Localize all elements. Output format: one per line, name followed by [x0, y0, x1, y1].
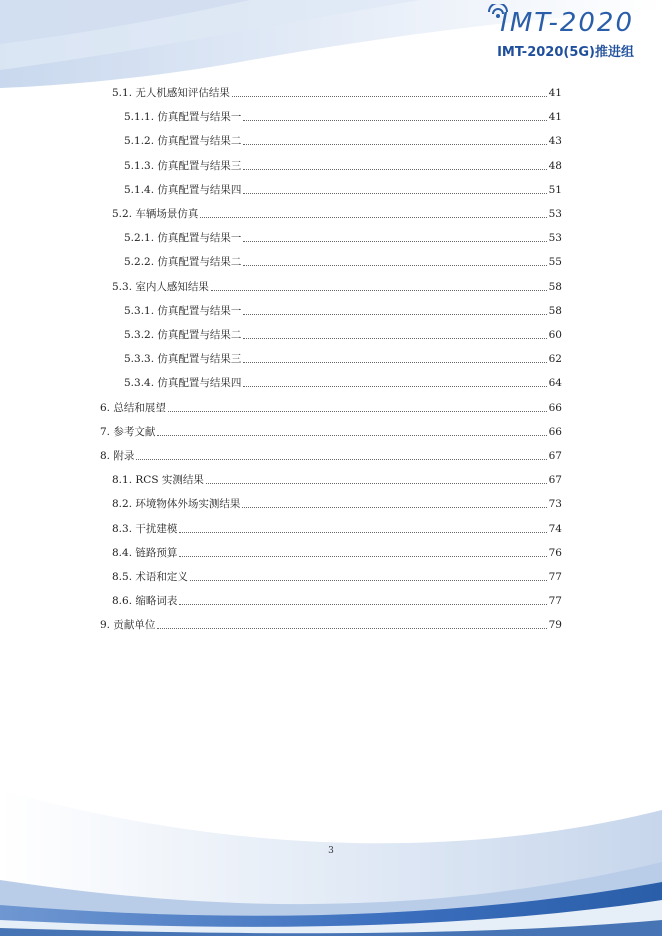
toc-entry-label: 5.2. 车辆场景仿真 [112, 208, 199, 220]
toc-entry[interactable] [124, 298, 562, 318]
toc-entry-page: 41 [548, 111, 562, 124]
toc-leader-dots [157, 628, 546, 629]
toc-entry-page: 79 [548, 619, 562, 632]
toc-leader-dots [243, 386, 546, 387]
toc-leader-dots [243, 120, 546, 121]
toc-entry-page: 73 [548, 498, 562, 511]
toc-leader-dots [211, 290, 547, 291]
organization-name: IMT-2020(5G)推进组 [497, 45, 634, 60]
toc-entry-page: 66 [548, 401, 562, 414]
toc-entry-page: 41 [548, 87, 562, 99]
toc-entry-label: 8.2. 环境物体外场实测结果 [112, 498, 241, 511]
toc-entry-page: 55 [548, 256, 562, 269]
toc-leader-dots [200, 217, 546, 218]
toc-entry-page: 53 [548, 232, 562, 245]
toc-entry-page: 77 [548, 595, 562, 608]
toc-entry-label: 5.3. 室内人感知结果 [112, 280, 209, 293]
toc-entry[interactable] [124, 249, 562, 269]
toc-entry-label: 5.1.1. 仿真配置与结果一 [124, 111, 242, 124]
toc-leader-dots [243, 169, 546, 170]
toc-entry[interactable] [124, 225, 562, 245]
toc-leader-dots [157, 435, 546, 436]
toc-entry[interactable] [112, 467, 562, 487]
toc-entry-label: 8.5. 术语和定义 [112, 571, 188, 583]
logo-wordmark [486, 8, 634, 38]
toc-entry[interactable] [124, 370, 562, 390]
toc-entry[interactable] [124, 322, 562, 342]
toc-leader-dots [243, 241, 546, 242]
toc-entry-page: 53 [548, 208, 562, 220]
toc-entry-label: 7. 参考文献 [100, 425, 156, 438]
toc-leader-dots [136, 459, 546, 460]
toc-leader-dots [243, 314, 546, 315]
toc-entry-label: 8.6. 缩略词表 [112, 595, 178, 608]
imt2020-logo [486, 8, 634, 62]
toc-leader-dots [243, 265, 546, 266]
toc-entry-page: 77 [548, 571, 562, 583]
toc-entry-page: 67 [548, 450, 562, 462]
toc-entry-page: 51 [548, 183, 562, 196]
toc-entry-label: 5.3.2. 仿真配置与结果二 [124, 329, 242, 341]
toc-entry[interactable] [112, 80, 562, 100]
toc-entry-page: 62 [548, 353, 562, 366]
toc-leader-dots [179, 556, 546, 557]
toc-entry-page: 66 [548, 425, 562, 438]
toc-entry-label: 5.3.4. 仿真配置与结果四 [124, 377, 242, 390]
signal-icon [486, 4, 510, 24]
toc-entry-label: 8.3. 干扰建模 [112, 522, 178, 535]
toc-entry[interactable] [124, 346, 562, 366]
toc-entry[interactable] [100, 395, 562, 415]
toc-entry-label: 6. 总结和展望 [100, 401, 166, 414]
toc-entry-page: 74 [548, 522, 562, 535]
toc-entry[interactable] [100, 419, 562, 439]
toc-leader-dots [168, 411, 547, 412]
toc-entry-label: 5.3.3. 仿真配置与结果三 [124, 353, 242, 366]
toc-entry-label: 9. 贡献单位 [100, 619, 156, 632]
toc-leader-dots [243, 362, 546, 363]
toc-entry-label: 5.1.3. 仿真配置与结果三 [124, 159, 242, 172]
toc-entry[interactable] [112, 274, 562, 294]
toc-entry[interactable] [112, 588, 562, 608]
toc-leader-dots [179, 532, 546, 533]
toc-entry-page: 48 [548, 159, 562, 172]
toc-leader-dots [243, 338, 546, 339]
toc-entry-page: 76 [548, 546, 562, 559]
toc-entry[interactable] [124, 177, 562, 197]
toc-entry-page: 58 [548, 304, 562, 317]
page-number: 3 [328, 846, 334, 856]
logo-text: IMT-2020 [500, 8, 634, 38]
toc-entry[interactable] [112, 516, 562, 536]
toc-entry[interactable] [112, 491, 562, 511]
toc-entry-label: 8.4. 链路预算 [112, 546, 178, 559]
toc-leader-dots [206, 483, 547, 484]
toc-entry-label: 5.1.2. 仿真配置与结果二 [124, 135, 242, 148]
toc-entry-label: 8.1. RCS 实测结果 [112, 474, 204, 487]
toc-entry-page: 58 [548, 280, 562, 293]
toc-entry[interactable] [100, 612, 562, 632]
toc-entry[interactable] [124, 153, 562, 173]
toc-leader-dots [242, 507, 546, 508]
toc-entry-page: 43 [548, 135, 562, 148]
toc-leader-dots [243, 144, 546, 145]
toc-entry[interactable] [112, 540, 562, 560]
toc-entry-label: 5.2.2. 仿真配置与结果二 [124, 256, 242, 269]
toc-entry[interactable] [100, 443, 562, 463]
toc-entry-page: 67 [548, 474, 562, 487]
toc-leader-dots [190, 580, 547, 581]
toc-leader-dots [232, 96, 547, 97]
toc-entry-label: 5.2.1. 仿真配置与结果一 [124, 232, 242, 245]
toc-entry-label: 5.1. 无人机感知评估结果 [112, 87, 230, 99]
toc-entry-page: 60 [548, 329, 562, 341]
toc-entry-page: 64 [548, 377, 562, 390]
toc-leader-dots [179, 604, 546, 605]
toc-entry[interactable] [112, 564, 562, 584]
toc-entry[interactable] [124, 104, 562, 124]
toc-entry-label: 5.3.1. 仿真配置与结果一 [124, 304, 242, 317]
toc-entry[interactable] [112, 201, 562, 221]
toc-entry[interactable] [124, 128, 562, 148]
toc-leader-dots [243, 193, 546, 194]
toc-entry-label: 5.1.4. 仿真配置与结果四 [124, 183, 242, 196]
toc-entry-label: 8. 附录 [100, 450, 135, 462]
